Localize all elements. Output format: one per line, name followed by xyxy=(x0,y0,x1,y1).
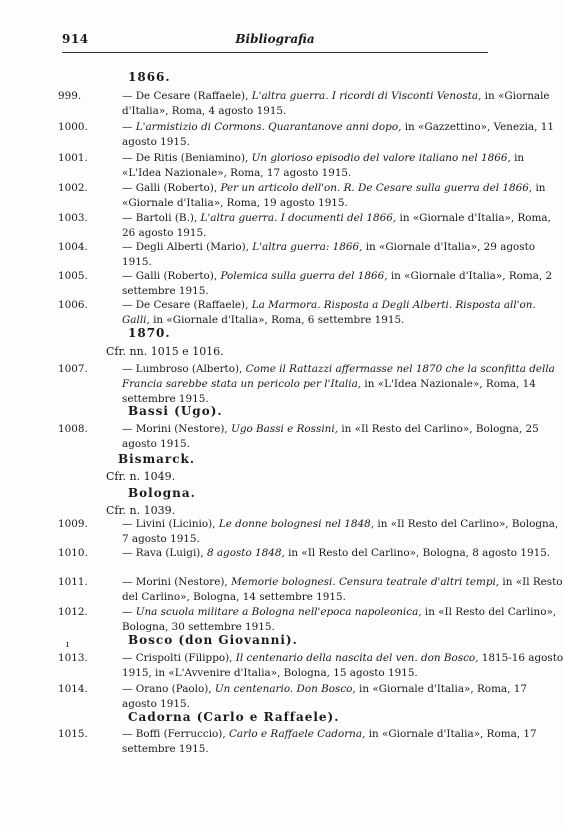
entry-1004: 1004. — Degli Alberti (Mario), L'altra guerra: 1866, in «Giornale d'Italia», 29 agosto 1915. xyxy=(58,241,536,268)
entry-1014: 1014. — Orano (Paolo), Un centenario. Don Bosco, in «Giornale d'Italia», Roma, 17 agosto 1915. xyxy=(58,683,527,710)
page-number: 914 xyxy=(62,32,89,46)
section-heading-bosco: Bosco (don Giovanni). xyxy=(128,633,298,647)
section-heading-cadorna: Cadorna (Carlo e Raffaele). xyxy=(128,710,340,724)
crossref-1870: Cfr. nn. 1015 e 1016. xyxy=(106,345,224,358)
entry-1002: 1002. — Galli (Roberto), Per un articolo dell'on. R. De Cesare sulla guerra del 1866, in «Giornale d'Italia», Roma, 19 agosto 1915. xyxy=(58,182,546,209)
entry-1015: 1015. — Boffi (Ferruccio), Carlo e Raffaele Cadorna, in «Giornale d'Italia», Roma, 17 settembre 1915. xyxy=(58,728,537,755)
entry-1007: 1007. — Lumbroso (Alberto), Come il Rattazzi affermasse nel 1870 che la sconfitta della Francia sarebbe stata un pericolo per l'Italia, in «L'Idea Nazionale», Roma, 14 settembre 1915. xyxy=(58,363,555,405)
entry-1005: 1005. — Galli (Roberto), Polemica sulla guerra del 1866, in «Giornale d'Italia», Roma, 2 settembre 1915. xyxy=(58,270,553,297)
section-heading-1870: 1870. xyxy=(128,326,171,340)
entry-1006: 1006. — De Cesare (Raffaele), La Marmora. Risposta a Degli Alberti. Risposta all'on. Galli, in «Giornale d'Italia», Roma, 6 settembre 1915. xyxy=(58,299,536,326)
entry-1009: 1009. — Livini (Licinio), Le donne bolognesi nel 1848, in «Il Resto del Carlino», Bologna, 7 agosto 1915. xyxy=(58,518,559,545)
section-heading-bologna: Bologna. xyxy=(128,486,196,500)
entry-1012: 1012. — Una scuola militare a Bologna nell'epoca napoleonica, in «Il Resto del Carlino», Bologna, 30 settembre 1915. xyxy=(58,606,557,633)
entry-1003: 1003. — Bartoli (B.), L'altra guerra. I documenti del 1866, in «Giornale d'Italia», Roma, 26 agosto 1915. xyxy=(58,212,551,239)
entry-1000: 1000. — L'armistizio di Cormons. Quarantanove anni dopo, in «Gazzettino», Venezia, 11 agosto 1915. xyxy=(58,121,554,148)
crossref-bologna: Cfr. n. 1039. xyxy=(106,504,176,517)
entry-1010: 1010. — Rava (Luigi), 8 agosto 1848, in «Il Resto del Carlino», Bologna, 8 agosto 1915. xyxy=(58,547,551,559)
entry-1013: 1013. — Crispolti (Filippo), Il centenario della nascita del ven. don Bosco, 1815-16 agosto 1915, in «L'Avvenire d'Italia», Bologna, 15 agosto 1915. xyxy=(58,652,564,679)
margin-mark: ı xyxy=(66,640,69,650)
section-heading-bassi: Bassi (Ugo). xyxy=(128,404,223,418)
entry-1001: 1001. — De Ritis (Beniamino), Un glorioso episodio del valore italiano nel 1866, in «L'Idea Nazionale», Roma, 17 agosto 1915. xyxy=(58,152,525,179)
entry-1011: 1011. — Morini (Nestore), Memorie bolognesi. Censura teatrale d'altri tempi, in «Il Resto del Carlino», Bologna, 14 settembre 1915. xyxy=(58,576,563,603)
crossref-bismarck: Cfr. n. 1049. xyxy=(106,470,176,483)
header-rule xyxy=(62,52,488,53)
section-heading-1866: 1866. xyxy=(128,70,171,84)
running-title: Bibliografia xyxy=(235,32,315,46)
entry-999: 999. — De Cesare (Raffaele), L'altra guerra. I ricordi di Visconti Venosta, in «Giornale d'Italia», Roma, 4 agosto 1915. xyxy=(58,90,550,117)
entry-1008: 1008. — Morini (Nestore), Ugo Bassi e Rossini, in «Il Resto del Carlino», Bologna, 25 agosto 1915. xyxy=(58,423,539,450)
section-heading-bismarck: Bismarck. xyxy=(118,452,196,466)
